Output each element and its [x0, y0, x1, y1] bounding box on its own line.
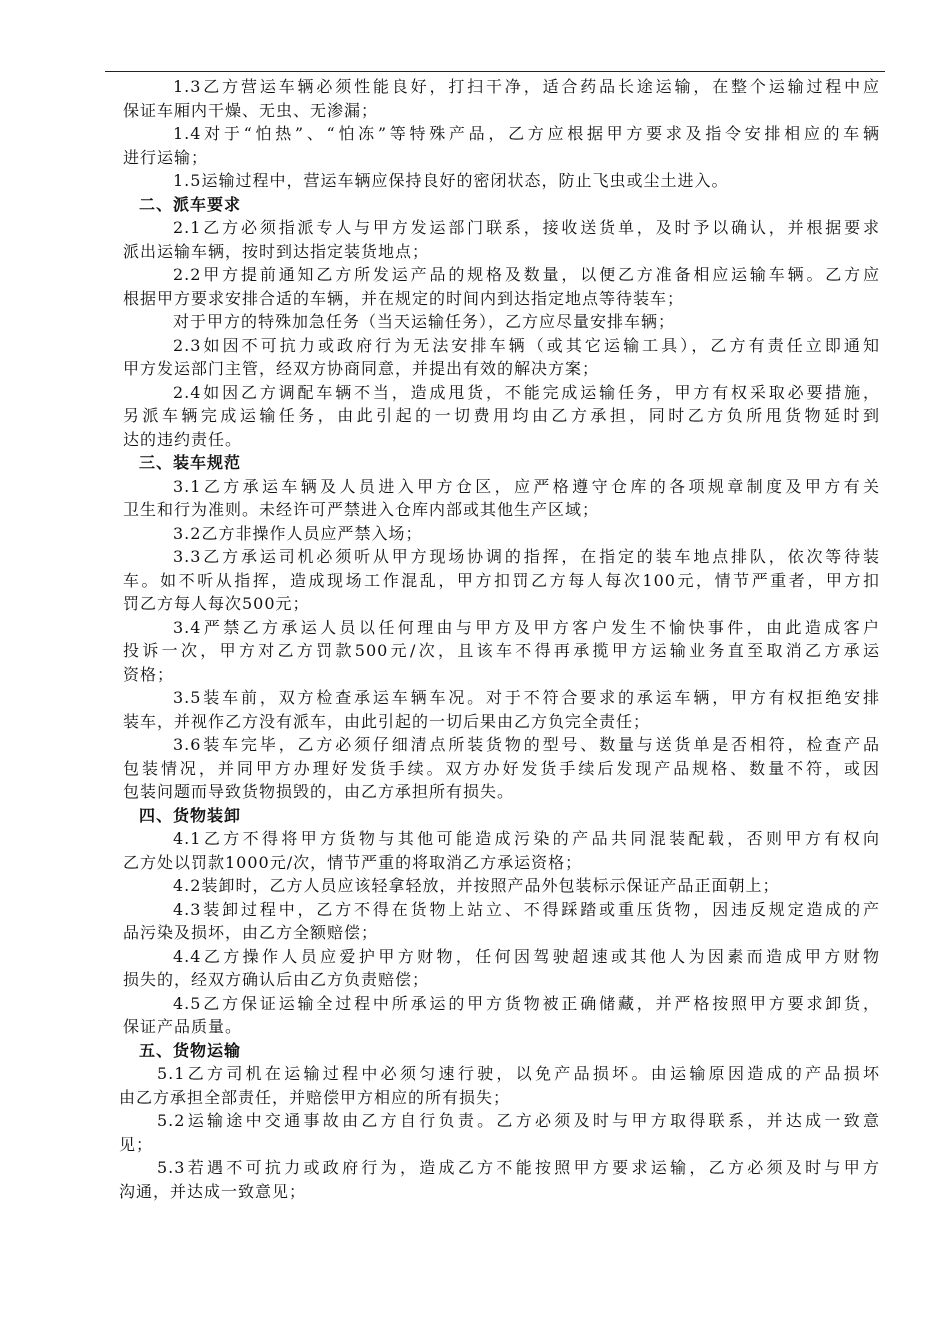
paragraph-line: 车。如不听从指挥，造成现场工作混乱，甲方扣罚乙方每人每次100元，情节严重者，甲方扣 [123, 570, 880, 590]
paragraph-line: 资格； [123, 664, 175, 684]
paragraph-line: 品污染及损坏，由乙方全额赔偿； [123, 923, 379, 942]
paragraph-line: 乙方处以罚款1000元/次，情节严重的将取消乙方承运资格； [123, 852, 583, 872]
paragraph-line: 另派车辆完成运输任务，由此引起的一切费用均由乙方承担，同时乙方负所甩货物延时到 [123, 406, 880, 425]
section-heading: 三、装车规范 [139, 453, 242, 472]
clause-paragraph [123, 334, 880, 381]
paragraph-line: 损失的，经双方确认后由乙方负责赔偿； [123, 970, 430, 989]
paragraph-line: 保证车厢内干燥、无虫、无渗漏； [123, 100, 379, 120]
paragraph-line: 2.3如因不可抗力或政府行为无法安排车辆（或其它运输工具），乙方有责任立即通知 [173, 335, 880, 355]
paragraph-line: 装车，并视作乙方没有派车，由此引起的一切后果由乙方负完全责任； [123, 711, 651, 731]
paragraph-line: 4.1乙方不得将甲方货物与其他可能造成污染的产品共同混装配载，否则甲方有权向 [173, 829, 880, 848]
paragraph-line: 根据甲方要求安排合适的车辆，并在规定的时间内到达指定地点等待装车； [123, 288, 685, 308]
paragraph-line: 保证产品质量。 [123, 1017, 243, 1036]
paragraph-line: 4.5乙方保证运输全过程中所承运的甲方货物被正确储藏，并严格按照甲方要求卸货， [173, 993, 880, 1013]
clause-paragraph [119, 1062, 880, 1109]
clause-paragraph [123, 545, 880, 616]
clause-paragraph [123, 686, 880, 733]
paragraph-line: 进行运输； [123, 147, 209, 167]
paragraph-line: 3.4严禁乙方承运人员以任何理由与甲方及甲方客户发生不愉快事件，由此造成客户 [173, 617, 880, 637]
paragraph-line: 3.3乙方承运司机必须听从甲方现场协调的指挥，在指定的装车地点排队，依次等待装 [173, 547, 880, 566]
paragraph-line: 达的违约责任。 [123, 429, 243, 449]
clause-paragraph [123, 169, 880, 193]
paragraph-line: 3.1乙方承运车辆及人员进入甲方仓区，应严格遵守仓库的各项规章制度及甲方有关 [173, 476, 880, 496]
clause-paragraph [123, 381, 880, 452]
clause-paragraph [123, 945, 880, 992]
paragraph-line: 3.5装车前，双方检查承运车辆车况。对于不符合要求的承运车辆，甲方有权拒绝安排 [173, 688, 880, 707]
paragraph-line: 2.1乙方必须指派专人与甲方发运部门联系，接收送货单，及时予以确认，并根据要求 [173, 218, 880, 237]
clause-paragraph [123, 522, 880, 546]
clause-paragraph [123, 827, 880, 874]
document-body [119, 75, 880, 1203]
paragraph-line: 见； [119, 1134, 154, 1154]
paragraph-line: 3.6装车完毕，乙方必须仔细清点所装货物的型号、数量与送货单是否相符，检查产品 [173, 735, 880, 754]
clause-paragraph [123, 475, 880, 522]
paragraph-line: 1.5运输过程中，营运车辆应保持良好的密闭状态，防止飞虫或尘土进入。 [173, 171, 729, 190]
clause-paragraph [123, 898, 880, 945]
clause-paragraph [119, 1109, 880, 1156]
paragraph-line: 甲方发运部门主管，经双方协商同意，并提出有效的解决方案； [123, 359, 600, 378]
section-heading: 二、派车要求 [139, 194, 242, 214]
paragraph-line: 5.1乙方司机在运输过程中必须匀速行驶，以免产品损坏。由运输原因造成的产品损坏 [157, 1064, 880, 1083]
paragraph-line: 包装情况，并同甲方办理好发货手续。双方办好发货手续后发现产品规格、数量不符，或因 [123, 758, 880, 778]
paragraph-line: 由乙方承担全部责任，并赔偿甲方相应的所有损失； [119, 1087, 511, 1107]
paragraph-line: 2.2甲方提前通知乙方所发运产品的规格及数量，以便乙方准备相应运输车辆。乙方应 [173, 265, 880, 284]
paragraph-line: 5.2运输途中交通事故由乙方自行负责。乙方必须及时与甲方取得联系，并达成一致意 [157, 1111, 880, 1130]
section-heading: 四、货物装卸 [139, 805, 242, 825]
paragraph-line: 2.4如因乙方调配车辆不当，造成甩货，不能完成运输任务，甲方有权采取必要措施， [173, 382, 880, 402]
paragraph-line: 4.3装卸过程中，乙方不得在货物上站立、不得踩踏或重压货物，因违反规定造成的产 [173, 899, 880, 919]
clause-paragraph [119, 1156, 880, 1203]
clause-paragraph [123, 733, 880, 804]
paragraph-line: 1.4对于“怕热”、“怕冻”等特殊产品，乙方应根据甲方要求及指令安排相应的车辆 [173, 124, 880, 143]
header-rule [105, 71, 885, 72]
clause-paragraph [123, 122, 880, 169]
paragraph-line: 投诉一次，甲方对乙方罚款500元/次，且该车不得再承揽甲方运输业务直至取消乙方承运 [123, 641, 880, 660]
paragraph-line: 5.3若遇不可抗力或政府行为，造成乙方不能按照甲方要求运输，乙方必须及时与甲方 [157, 1158, 880, 1177]
paragraph-line: 对于甲方的特殊加急任务（当天运输任务），乙方应尽量安排车辆； [173, 312, 676, 331]
clause-paragraph [123, 874, 880, 898]
paragraph-line: 1.3乙方营运车辆必须性能良好，打扫干净，适合药品长途运输，在整个运输过程中应 [173, 77, 880, 96]
paragraph-line: 4.2装卸时，乙方人员应该轻拿轻放，并按照产品外包装标示保证产品正面朝上； [173, 876, 780, 895]
clause-paragraph [123, 75, 880, 122]
clause-paragraph [123, 216, 880, 263]
clause-paragraph [123, 616, 880, 687]
clause-paragraph [123, 310, 880, 334]
clause-paragraph [123, 263, 880, 310]
paragraph-line: 罚乙方每人每次500元； [123, 594, 310, 613]
clause-paragraph [123, 992, 880, 1039]
paragraph-line: 4.4乙方操作人员应爱护甲方财物，任何因驾驶超速或其他人为因素而造成甲方财物 [173, 946, 880, 966]
paragraph-line: 包装问题而导致货物损毁的，由乙方承担所有损失。 [123, 782, 515, 801]
section-heading: 五、货物运输 [139, 1040, 242, 1060]
paragraph-line: 3.2乙方非操作人员应严禁入场； [173, 523, 423, 543]
paragraph-line: 沟通，并达成一致意见； [119, 1181, 307, 1201]
paragraph-line: 卫生和行为准则。未经许可严禁进入仓库内部或其他生产区域； [123, 500, 600, 519]
paragraph-line: 派出运输车辆，按时到达指定装货地点； [123, 241, 430, 261]
